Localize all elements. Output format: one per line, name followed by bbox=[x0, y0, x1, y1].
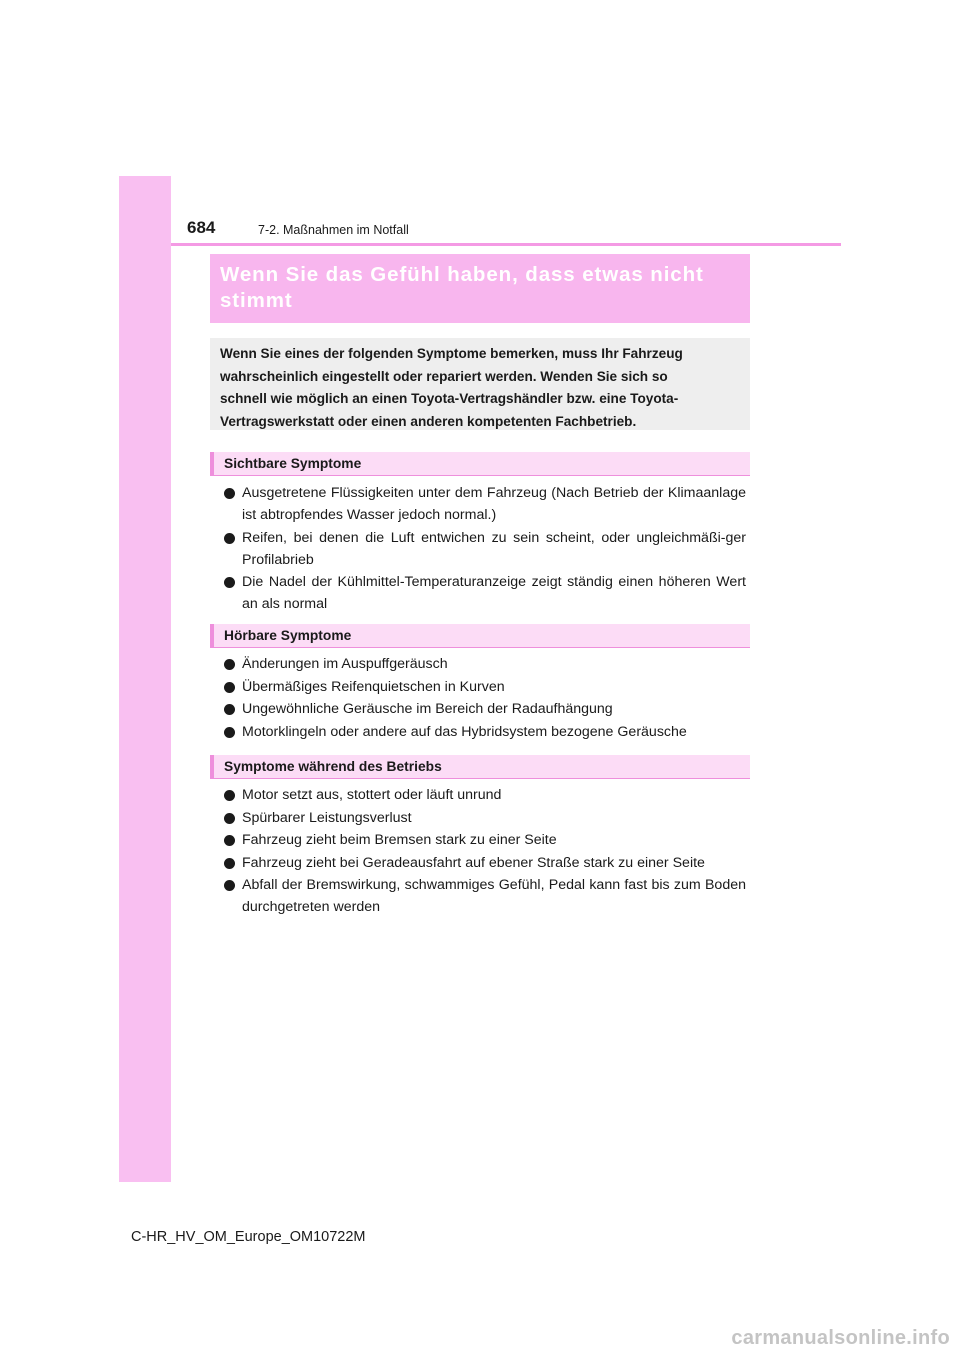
chapter-side-tab bbox=[119, 176, 171, 1182]
list-item bbox=[224, 874, 746, 918]
section-breadcrumb: 7-2. Maßnahmen im Notfall bbox=[258, 223, 409, 237]
intro-line-4: Vertragswerkstatt oder einen anderen kompetenten Fachbetrieb. bbox=[220, 413, 637, 429]
intro-line-2: wahrscheinlich eingestellt oder repariert werden. Wenden Sie sich so bbox=[220, 368, 668, 384]
operation-symptoms-list bbox=[224, 784, 746, 919]
bullet-icon bbox=[224, 704, 235, 715]
manual-id: C-HR_HV_OM_Europe_OM10722M bbox=[131, 1229, 366, 1245]
list-item bbox=[224, 852, 746, 874]
bullet-icon bbox=[224, 835, 235, 846]
bullet-icon bbox=[224, 858, 235, 869]
intro-notice bbox=[210, 338, 750, 430]
list-item bbox=[224, 527, 746, 571]
bullet-icon bbox=[224, 790, 235, 801]
list-item-text: Fahrzeug zieht bei Geradeausfahrt auf ebener Straße stark zu einer Seite bbox=[242, 854, 705, 871]
bullet-icon bbox=[224, 577, 235, 588]
list-item bbox=[224, 784, 746, 806]
section-heading-visible: Sichtbare Symptome bbox=[210, 452, 750, 476]
list-item bbox=[224, 807, 746, 829]
list-item bbox=[224, 721, 746, 743]
intro-line-3: schnell wie möglich an einen Toyota-Vertragshändler bzw. eine Toyota- bbox=[220, 391, 679, 406]
bullet-icon bbox=[224, 727, 235, 738]
list-item-text: Ausgetretene Flüssigkeiten unter dem Fahrzeug (Nach Betrieb der Klimaanlage ist abtropfendes Wasser jedoch normal.) bbox=[242, 485, 746, 523]
list-item bbox=[224, 829, 746, 851]
list-item-text: Abfall der Bremswirkung, schwammiges Gefühl, Pedal kann fast bis zum Boden durchgetreten werden bbox=[242, 877, 746, 915]
list-item-text: Übermäßiges Reifenquietschen in Kurven bbox=[242, 678, 505, 695]
bullet-icon bbox=[224, 488, 235, 499]
bullet-icon bbox=[224, 659, 235, 670]
page-title bbox=[210, 254, 750, 323]
audible-symptoms-list bbox=[224, 653, 746, 743]
page-number: 684 bbox=[187, 218, 216, 237]
header-divider bbox=[171, 243, 841, 246]
section-heading-operation: Symptome während des Betriebs bbox=[210, 755, 750, 779]
bullet-icon bbox=[224, 533, 235, 544]
list-item bbox=[224, 571, 746, 615]
list-item bbox=[224, 482, 746, 526]
list-item-text: Reifen, bei denen die Luft entwichen zu sein scheint, oder ungleichmäßi-ger Profilabrieb bbox=[242, 529, 746, 568]
bullet-icon bbox=[224, 880, 235, 891]
intro-text bbox=[220, 343, 740, 433]
list-item-text: Änderungen im Auspuffgeräusch bbox=[242, 656, 448, 672]
list-item-text: Motorklingeln oder andere auf das Hybridsystem bezogene Geräusche bbox=[242, 723, 687, 740]
list-item-text: Fahrzeug zieht beim Bremsen stark zu einer Seite bbox=[242, 832, 557, 848]
list-item-text: Motor setzt aus, stottert oder läuft unrund bbox=[242, 787, 502, 803]
page-title-line-2: stimmt bbox=[220, 289, 293, 312]
watermark: carmanualsonline.info bbox=[731, 1327, 950, 1349]
intro-line-1: Wenn Sie eines der folgenden Symptome bemerken, muss Ihr Fahrzeug bbox=[220, 346, 683, 361]
list-item-text: Ungewöhnliche Geräusche im Bereich der Radaufhängung bbox=[242, 701, 613, 717]
visible-symptoms-list bbox=[224, 482, 746, 616]
bullet-icon bbox=[224, 682, 235, 693]
bullet-icon bbox=[224, 813, 235, 824]
list-item bbox=[224, 698, 746, 720]
section-heading-audible: Hörbare Symptome bbox=[210, 624, 750, 648]
list-item-text: Spürbarer Leistungsverlust bbox=[242, 809, 412, 826]
page-title-line-1: Wenn Sie das Gefühl haben, dass etwas nicht bbox=[220, 263, 704, 286]
list-item bbox=[224, 653, 746, 675]
list-item bbox=[224, 676, 746, 698]
list-item-text: Die Nadel der Kühlmittel-Temperaturanzeige zeigt ständig einen höheren Wert an als normal bbox=[242, 574, 746, 612]
